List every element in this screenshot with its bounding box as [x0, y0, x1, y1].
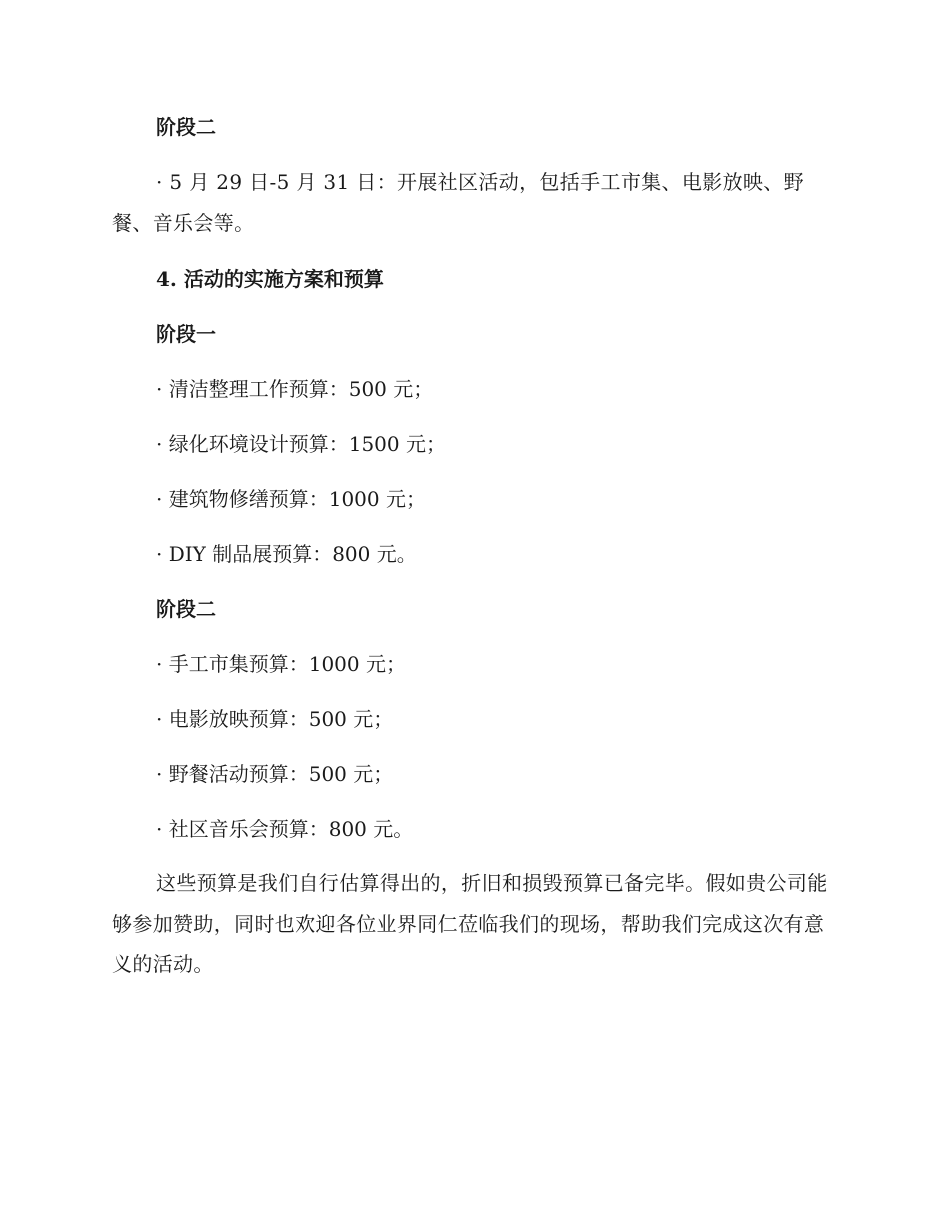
budget-item-greening: · 绿化环境设计预算：1500 元； [156, 432, 446, 456]
section-4-heading: 4. 活动的实施方案和预算 [156, 267, 384, 291]
budget-item-diy-exhibit: · DIY 制品展预算：800 元。 [156, 542, 417, 566]
budget-item-cleaning: · 清洁整理工作预算：500 元； [156, 377, 434, 401]
stage1-heading: 阶段一 [156, 322, 216, 346]
budget-item-building-repair: · 建筑物修缮预算：1000 元； [156, 487, 426, 511]
budget-item-movie: · 电影放映预算：500 元； [156, 707, 394, 731]
stage2-heading-top: 阶段二 [156, 115, 216, 139]
stage2-heading: 阶段二 [156, 597, 216, 621]
stage2-intro-paragraph: · 5 月 29 日-5 月 31 日：开展社区活动，包括手工市集、电影放映、野餐、音乐会等。 [112, 170, 804, 235]
budget-item-craft-market: · 手工市集预算：1000 元； [156, 652, 406, 676]
closing-paragraph: 这些预算是我们自行估算得出的，折旧和损毁预算已备完毕。假如贵公司能够参加赞助，同时也欢迎各位业界同仁莅临我们的现场，帮助我们完成这次有意义的活动。 [112, 871, 828, 976]
budget-item-picnic: · 野餐活动预算：500 元； [156, 762, 394, 786]
budget-item-concert: · 社区音乐会预算：800 元。 [156, 817, 414, 841]
